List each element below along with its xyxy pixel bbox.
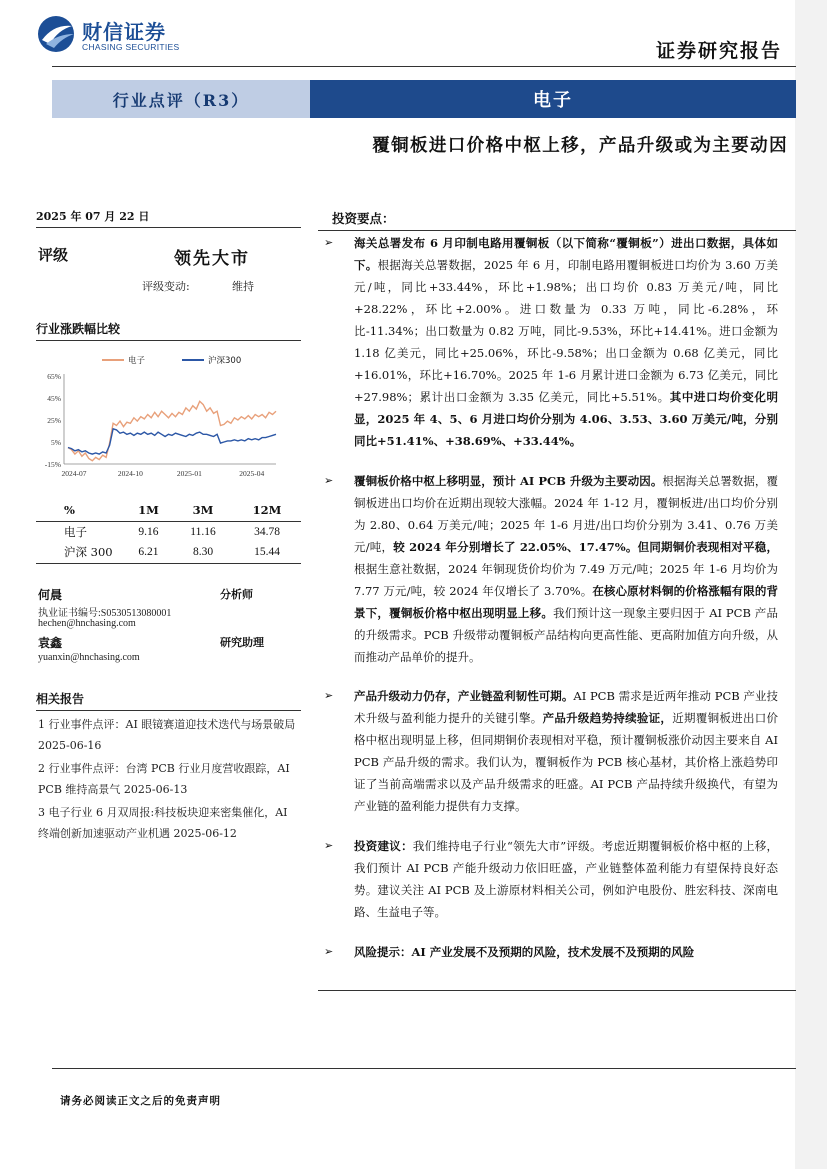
company-logo — [36, 14, 180, 54]
x-tick-label: 2025-04 — [239, 469, 265, 478]
rating-change-value: 维持 — [232, 280, 254, 293]
assistant-role: 研究助理 — [220, 636, 264, 649]
analyst-email[interactable]: hechen@hnchasing.com — [38, 618, 136, 629]
key-point-text: 我们预计这一现象主要归因于 AI PCB 产品的升级需求。PCB 升级带动覆铜板产品结构向更高性能、更高附加值方向升级，从而推动产品单价的提升。 — [354, 606, 778, 664]
bullet-arrow-icon: ➢ — [324, 689, 334, 702]
y-tick-label: -15% — [44, 460, 61, 469]
y-tick-label: 25% — [47, 416, 61, 425]
rating-value: 领先大市 — [174, 249, 250, 269]
table-cell: 6.21 — [124, 542, 173, 563]
key-point-emphasis: 海关总署发布 6 月印制电路用覆铜板（以下简称“覆铜板”）进出口数据，具体如下。 — [354, 236, 778, 272]
series-line-csi300 — [68, 429, 276, 454]
key-point-emphasis: 产品升级动力仍存，产业链盈利韧性可期。 — [354, 689, 574, 703]
table-cell: 15.44 — [233, 542, 301, 563]
table-header-row — [36, 500, 301, 521]
bullet-arrow-icon: ➢ — [324, 474, 334, 487]
table-header-cell: 1M — [124, 500, 173, 521]
key-point-emphasis: 风险提示：AI 产业发展不及预期的风险，技术发展不及预期的风险 — [354, 945, 695, 959]
table-cell: 电子 — [64, 524, 87, 539]
key-point-item — [318, 470, 778, 668]
logo-english-name: CHASING SECURITIES — [82, 42, 180, 52]
table-row — [36, 521, 301, 542]
analyst-card — [38, 586, 300, 636]
key-point-text: AI PCB 需求是近两年推动 PCB 产业技术升级与盈利能力提升的关键引擎。 — [354, 689, 778, 725]
assistant-name: 袁鑫 — [38, 636, 63, 650]
analyst-name: 何晨 — [38, 588, 63, 602]
report-title: 覆铜板进口价格中枢上移，产品升级或为主要动因 — [372, 136, 788, 156]
assistant-email[interactable]: yuanxin@hnchasing.com — [38, 652, 140, 663]
category-band — [52, 80, 796, 118]
key-point-text: 根据海关总署数据，2025 年 6 月，印制电路用覆铜板进口均价为 3.60 万美元/吨，同比+33.44%，环比+1.98%；出口均价 0.83 万美元/吨，同比+28.22%，环比+2.00%。进口数量为 0.33 万吨，同比-6.28%，环比-11.34%；出口数量为 0.82 万吨，同比-9.53%，环比+14.41%。进口金额为 1.18 亿美元，同比+25.06%，环比-9.58%；出口金额为 0.68 亿美元，同比+16.01%，环比+16.70%。2025 年 1-6 月累计进口金额为 6.73 亿美元，同比+27.98%；累计出口金额为 3.35 亿美元，同比+5.51%。 — [354, 258, 778, 404]
chart-section-title: 行业涨跌幅比较 — [36, 320, 301, 341]
line-chart — [36, 348, 298, 488]
related-report-item[interactable]: 3 电子行业 6 月双周报:科技板块迎来密集催化，AI 终端创新加速驱动产业机遇 2025-06-12 — [38, 806, 288, 840]
report-type-label: 证券研究报告 — [655, 40, 782, 62]
related-report-item[interactable]: 2 行业事件点评：台湾 PCB 行业月度营收跟踪，AI PCB 维持高景气 2025-06-13 — [38, 762, 290, 796]
key-point-text: 我们维持电子行业“领先大市”评级。考虑近期覆铜板价格中枢的上移，我们预计 AI PCB 产能升级动力依旧旺盛，产业链整体盈利能力有望保持良好态势。建议关注 AI PCB 及上游原材料相关公司，例如沪电股份、胜宏科技、深南电路、生益电子等。 — [354, 839, 778, 919]
key-point-text: 根据生意社数据，2024 年铜现货价均价为 7.49 万元/吨；2025 年 1-6 月均价为 7.77 万元/吨，较 2024 年仅增长了 3.70%。 — [354, 562, 778, 598]
page-side-strip — [795, 0, 827, 1169]
legend-label: 沪深300 — [208, 356, 242, 366]
table-header-cell: % — [36, 500, 124, 521]
key-point-emphasis: 在核心原材料铜的价格涨幅有限的背景下，覆铜板价格中枢出现明显上移。 — [354, 584, 778, 620]
y-tick-label: 65% — [47, 372, 61, 381]
analyst-role: 分析师 — [220, 588, 253, 601]
key-point-item — [318, 685, 778, 817]
bullet-arrow-icon: ➢ — [324, 839, 334, 852]
x-tick-label: 2024-10 — [117, 469, 143, 478]
key-point-emphasis: 较 2024 年分别增长了 22.05%、17.47%。但同期铜价表现相对平稳， — [393, 540, 778, 554]
key-point-text: 近期覆铜板进出口价格中枢出现明显上移，但同期铜价表现相对平稳，预计覆铜板涨价动因主要来自 AI PCB 产品升级的需求。我们认为，覆铜板作为 PCB 核心基材，其价格上涨趋势印证了当前高端需求以及产品升级需求的旺盛。AI PCB 产品持续升级换代，有望为产业链的盈利能力提供有力支撑。 — [354, 711, 779, 813]
bullet-arrow-icon: ➢ — [324, 236, 334, 249]
report-category: 行业点评（R3） — [52, 80, 310, 118]
key-point-emphasis: 其中进口均价变化明显，2025 年 4、5、6 月进口均价分别为 4.06、3.53、3.60 万美元/吨，分别同比+51.41%、+38.69%、+33.44%。 — [354, 390, 778, 448]
footer-divider — [52, 1068, 796, 1069]
x-tick-label: 2024-07 — [61, 469, 87, 478]
header-divider — [52, 66, 796, 67]
performance-table — [36, 500, 301, 564]
key-point-emphasis: 产品升级趋势持续验证， — [542, 711, 673, 725]
y-tick-label: 45% — [47, 394, 61, 403]
table-header-cell: 12M — [233, 500, 301, 521]
bullet-arrow-icon: ➢ — [324, 945, 334, 958]
rating-change-label: 评级变动: — [142, 280, 190, 293]
series-line-electronics — [68, 401, 276, 460]
key-point-emphasis: 投资建议： — [354, 839, 413, 853]
y-tick-label: 5% — [51, 438, 61, 447]
key-point-emphasis: 覆铜板价格中枢上移明显，预计 AI PCB 升级为主要动因。 — [354, 474, 663, 488]
legend-label: 电子 — [128, 356, 146, 366]
table-cell: 11.16 — [190, 525, 216, 538]
key-points-body — [318, 232, 778, 963]
industry-name: 电子 — [310, 80, 796, 118]
analyst-cert-number: 执业证书编号:S0530513080001 — [38, 608, 172, 619]
assistant-card — [38, 634, 300, 674]
table-cell: 9.16 — [138, 525, 159, 538]
table-cell: 沪深 300 — [36, 542, 124, 563]
key-points-end-divider — [318, 990, 796, 991]
related-report-item[interactable]: 1 行业事件点评：AI 眼镜赛道迎技术迭代与场景破局 2025-06-16 — [38, 718, 296, 752]
key-point-item — [318, 232, 778, 452]
x-tick-label: 2025-01 — [176, 469, 202, 478]
disclaimer-note: 请务必阅读正文之后的免责声明 — [60, 1095, 221, 1107]
logo-mark-icon — [36, 14, 78, 54]
table-cell: 34.78 — [254, 525, 280, 538]
table-header-cell: 3M — [173, 500, 233, 521]
logo-chinese-name: 财信证券 — [82, 20, 166, 44]
industry-performance-chart — [36, 348, 298, 488]
related-reports-list — [38, 714, 300, 846]
table-cell: 8.30 — [173, 542, 233, 563]
table-row — [36, 542, 301, 563]
key-point-item — [318, 835, 778, 923]
rating-label: 评级 — [38, 246, 69, 264]
report-date: 2025 年 07 月 22 日 — [36, 208, 301, 228]
key-points-title: 投资要点： — [318, 209, 796, 231]
related-reports-title: 相关报告 — [36, 690, 301, 711]
key-point-text: 根据海关总署数据，覆铜板进出口均价在近期出现较大涨幅。2024 年 1-12 月，覆铜板进/出口均价分别为 2.80、0.64 万美元/吨；2025 年 1-6 月进/出口均价分别为 3.41、0.76 万美元/吨， — [354, 474, 778, 554]
key-point-item — [318, 941, 778, 963]
